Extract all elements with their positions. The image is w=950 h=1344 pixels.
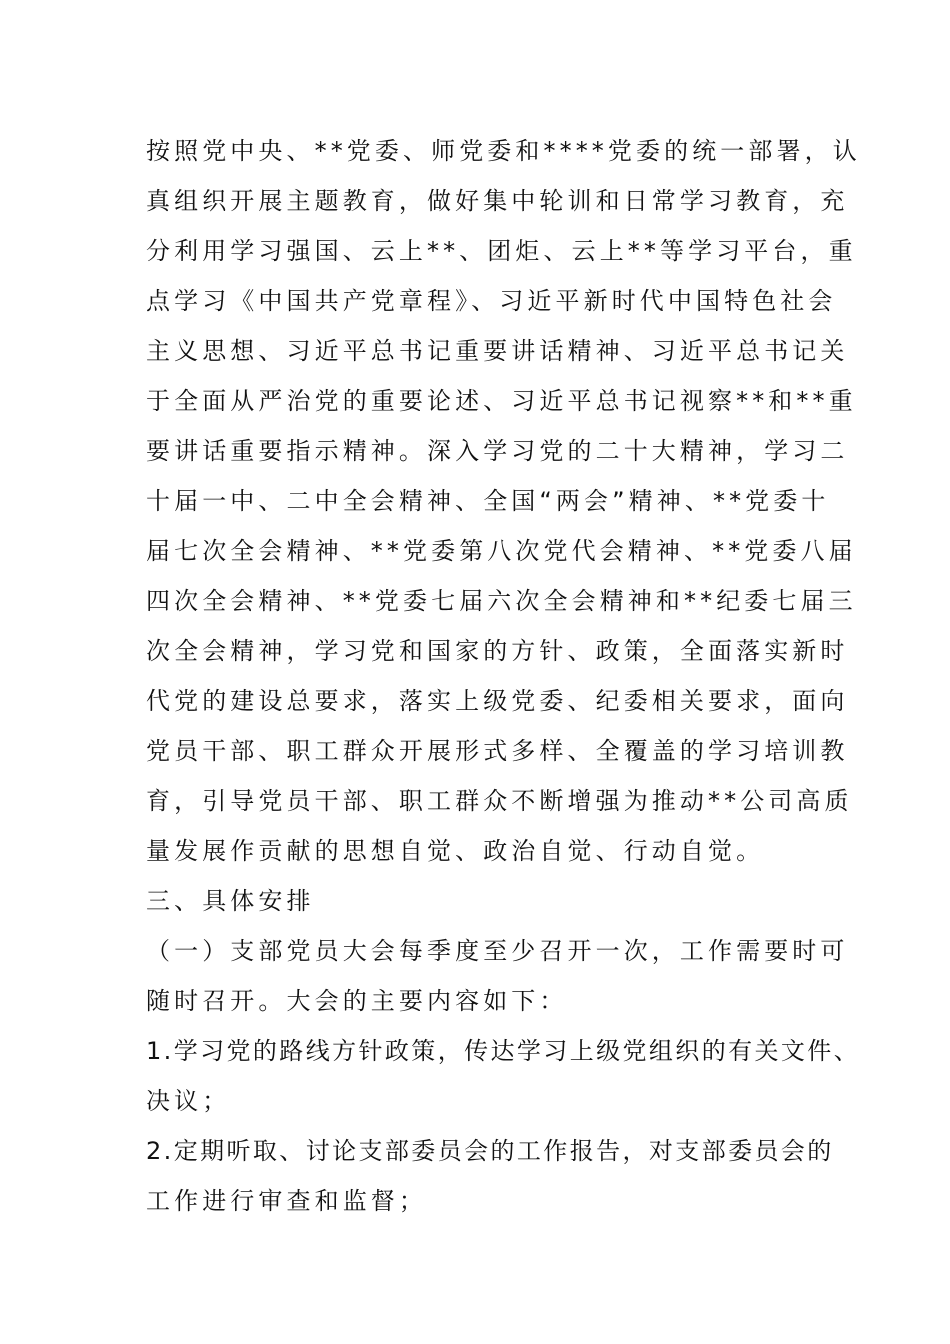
- paragraph-line: 育，引导党员干部、职工群众不断增强为推动**公司高质: [146, 787, 853, 815]
- list-item-line: 工作进行审查和监督；: [146, 1187, 427, 1215]
- paragraph-line: （一）支部党员大会每季度至少召开一次，工作需要时可: [146, 937, 849, 965]
- paragraph-line: 随时召开。大会的主要内容如下：: [146, 987, 568, 1015]
- paragraph-line: 要讲话重要指示精神。深入学习党的二十大精神，学习二: [146, 437, 849, 465]
- paragraph-line: 按照党中央、**党委、师党委和****党委的统一部署，认: [146, 137, 861, 165]
- paragraph-line: 届七次全会精神、**党委第八次党代会精神、**党委八届: [146, 537, 857, 565]
- paragraph-line: 次全会精神，学习党和国家的方针、政策，全面落实新时: [146, 637, 849, 665]
- list-item-line: 2.定期听取、讨论支部委员会的工作报告，对支部委员会的: [146, 1137, 834, 1165]
- paragraph-line: 主义思想、习近平总书记重要讲话精神、习近平总书记关: [146, 337, 849, 365]
- paragraph-line: 于全面从严治党的重要论述、习近平总书记视察**和**重: [146, 387, 857, 415]
- list-item-line: 1.学习党的路线方针政策，传达学习上级党组织的有关文件、: [146, 1037, 861, 1065]
- paragraph-line: 量发展作贡献的思想自觉、政治自觉、行动自觉。: [146, 837, 765, 865]
- section-heading: 三、具体安排: [146, 887, 315, 915]
- paragraph-line: 真组织开展主题教育，做好集中轮训和日常学习教育，充: [146, 187, 849, 215]
- paragraph-line: 代党的建设总要求，落实上级党委、纪委相关要求，面向: [146, 687, 849, 715]
- list-item-line: 决议；: [146, 1087, 231, 1115]
- paragraph-line: 十届一中、二中全会精神、全国“两会”精神、**党委十: [146, 487, 830, 515]
- paragraph-line: 四次全会精神、**党委七届六次全会精神和**纪委七届三: [146, 587, 857, 615]
- paragraph-line: 点学习《中国共产党章程》、习近平新时代中国特色社会: [146, 287, 837, 315]
- paragraph-line: 党员干部、职工群众开展形式多样、全覆盖的学习培训教: [146, 737, 849, 765]
- paragraph-line: 分利用学习强国、云上**、团炬、云上**等学习平台，重: [146, 237, 857, 265]
